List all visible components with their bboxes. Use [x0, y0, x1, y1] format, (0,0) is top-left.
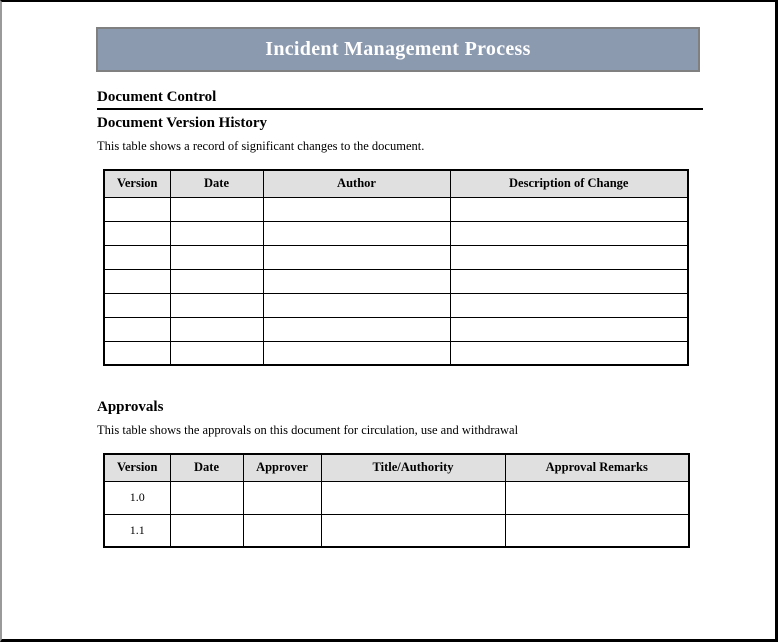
table-cell [450, 197, 688, 221]
table-cell [170, 317, 263, 341]
table-cell [104, 197, 170, 221]
table-cell: 1.1 [104, 514, 170, 547]
version-history-table [103, 169, 689, 366]
table-row [104, 197, 688, 221]
column-header: Date [170, 170, 263, 197]
column-header: Version [104, 454, 170, 481]
column-header: Approval Remarks [505, 454, 689, 481]
table-cell [505, 481, 689, 514]
table-cell [263, 317, 450, 341]
table-cell [170, 269, 263, 293]
table-cell [450, 293, 688, 317]
table-cell [104, 269, 170, 293]
table-cell: 1.0 [104, 481, 170, 514]
column-header: Approver [243, 454, 321, 481]
column-header: Date [170, 454, 243, 481]
title-banner [96, 27, 700, 72]
table-cell [104, 245, 170, 269]
table-cell [450, 341, 688, 365]
table-cell [104, 341, 170, 365]
table-cell [321, 514, 505, 547]
table-cell [450, 245, 688, 269]
table-cell [450, 221, 688, 245]
section-heading-document-control: Document Control [97, 89, 703, 110]
table-cell [263, 341, 450, 365]
table-row [104, 245, 688, 269]
table-row [104, 317, 688, 341]
header-row [104, 170, 688, 197]
table-cell [243, 514, 321, 547]
table-cell [170, 481, 243, 514]
table-cell [450, 269, 688, 293]
table-cell [170, 197, 263, 221]
approvals-table [103, 453, 690, 548]
header-row [104, 454, 689, 481]
table-row [104, 221, 688, 245]
table-cell [263, 245, 450, 269]
column-header: Author [263, 170, 450, 197]
table-cell [321, 481, 505, 514]
table-row [104, 293, 688, 317]
table-cell [263, 221, 450, 245]
table-cell [170, 245, 263, 269]
table-row [104, 514, 689, 547]
table-row [104, 269, 688, 293]
document-title: Incident Management Process [265, 38, 531, 60]
table-cell [263, 269, 450, 293]
table-cell [243, 481, 321, 514]
table-cell [170, 293, 263, 317]
document-body [97, 89, 703, 548]
table-cell [263, 197, 450, 221]
table-row [104, 341, 688, 365]
column-header: Title/Authority [321, 454, 505, 481]
column-header: Description of Change [450, 170, 688, 197]
version-history-description: This table shows a record of significant changes to the document. [97, 139, 425, 153]
table-cell [104, 293, 170, 317]
table-cell [505, 514, 689, 547]
table-row [104, 481, 689, 514]
table-cell [170, 514, 243, 547]
column-header: Version [104, 170, 170, 197]
table-cell [104, 221, 170, 245]
approvals-description: This table shows the approvals on this document for circulation, use and withdrawal [97, 423, 519, 437]
table-cell [104, 317, 170, 341]
subsection-heading-approvals: Approvals [97, 399, 164, 415]
table-cell [170, 341, 263, 365]
table-cell [450, 317, 688, 341]
table-cell [170, 221, 263, 245]
table-cell [263, 293, 450, 317]
subsection-heading-version-history: Document Version History [97, 115, 267, 131]
